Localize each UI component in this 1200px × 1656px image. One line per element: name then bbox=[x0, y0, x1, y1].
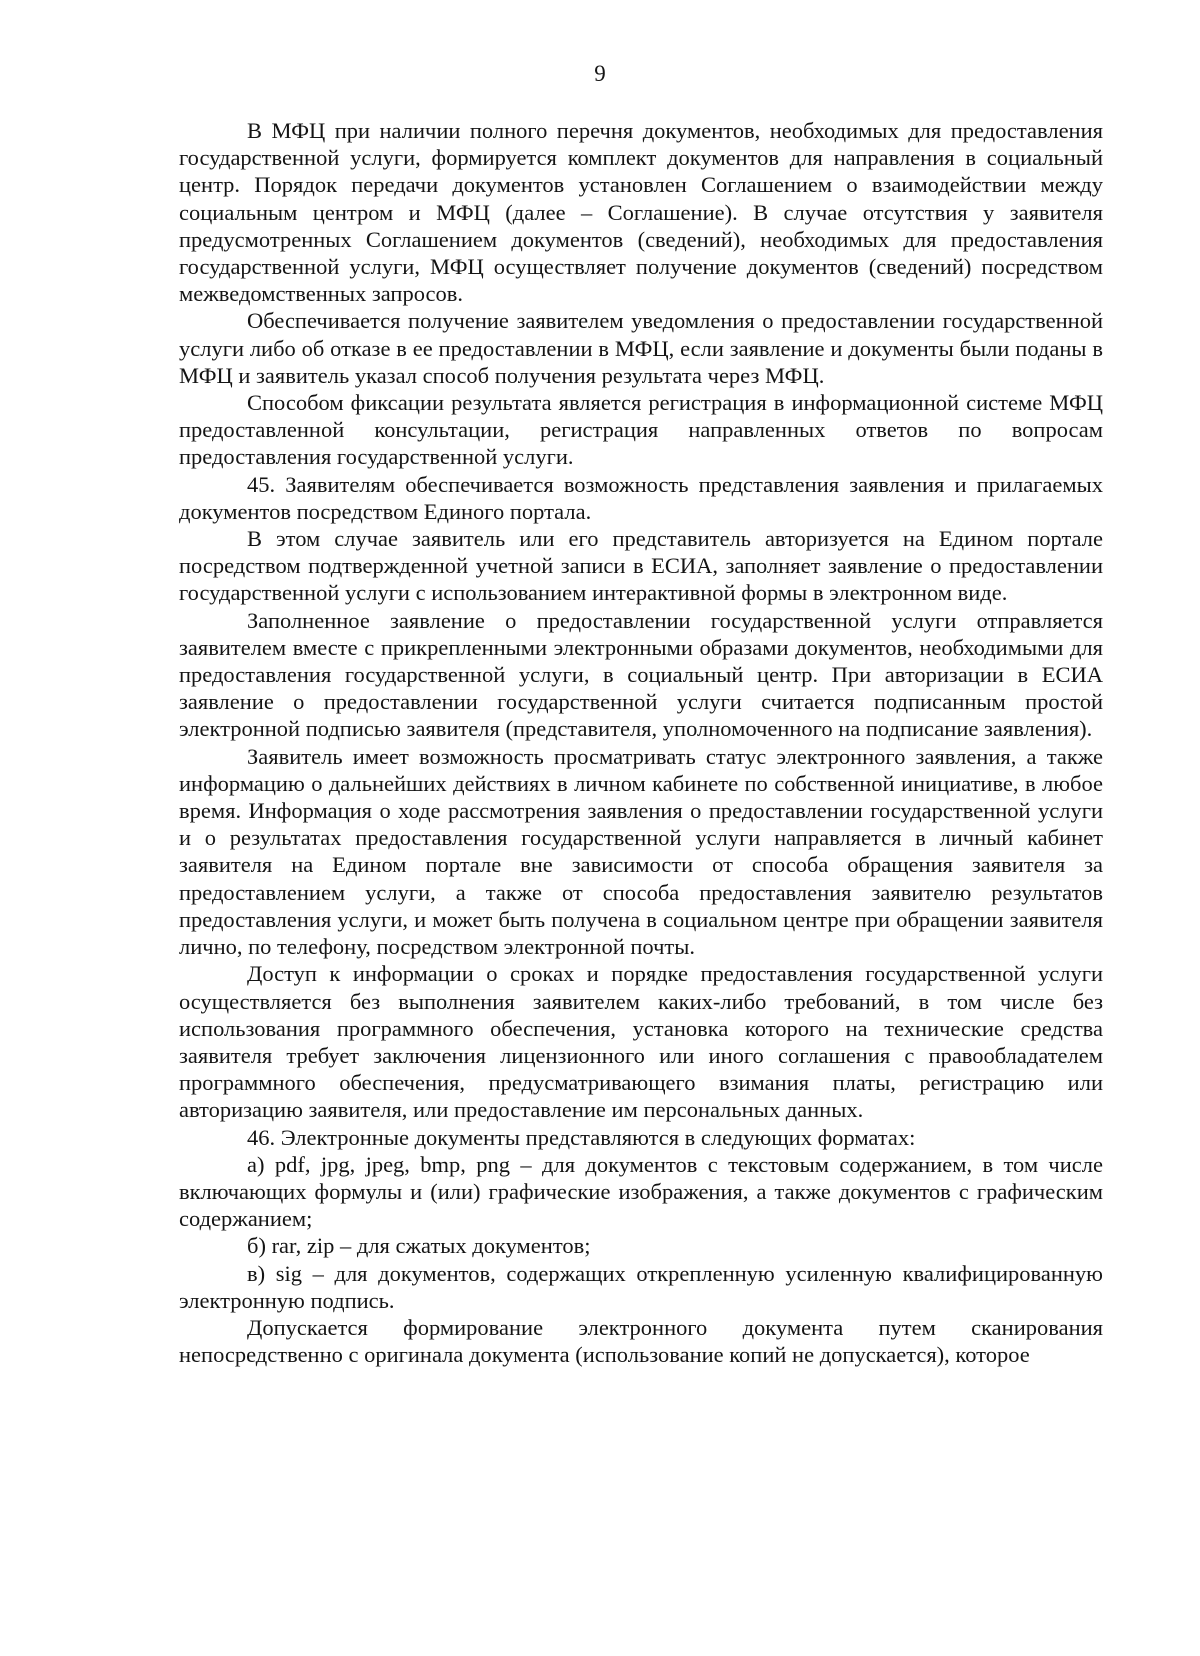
paragraph-45-portal: 45. Заявителям обеспечивается возможность представления заявления и прилагаемых документов посредством Единого портала. bbox=[179, 471, 1103, 524]
list-item-a-formats: а) pdf, jpg, jpeg, bmp, png – для документов с текстовым содержанием, в том числе включающих формулы и (или) графические изображения, а также документов с графическим содержанием; bbox=[179, 1151, 1103, 1232]
page-number: 9 bbox=[594, 61, 606, 86]
paragraph-scanning: Допускается формирование электронного документа путем сканирования непосредственно с оригинала документа (использование копий не допускается), которое bbox=[179, 1314, 1103, 1368]
paragraph-status-tracking: Заявитель имеет возможность просматривать статус электронного заявления, а также информацию о дальнейших действиях в личном кабинете по собственной инициативе, в любое время. Информация о ходе рассмотрения заявления о предоставлении государственной услуги и о результатах предоставления государственной услуги направляется в личный кабинет заявителя на Едином портале вне зависимости от способа обращения заявителя за предоставлением услуги, а также от способа предоставления заявителю результатов предоставления услуги, и может быть получена в социальном центре при обращении заявителя лично, по телефону, посредством электронной почты. bbox=[179, 743, 1103, 960]
list-item-v-formats: в) sig – для документов, содержащих открепленную усиленную квалифицированную электронную подпись. bbox=[179, 1260, 1103, 1313]
document-body bbox=[179, 117, 1103, 1368]
paragraph-notification: Обеспечивается получение заявителем уведомления о предоставлении государственной услуги либо об отказе в ее предоставлении в МФЦ, если заявление и документы были поданы в МФЦ и заявитель указал способ получения результата через МФЦ. bbox=[179, 308, 1103, 388]
paragraph-esia-authorization: В этом случае заявитель или его представитель авторизуется на Едином портале посредством подтвержденной учетной записи в ЕСИА, заполняет заявление о предоставлении государственной услуги с использованием интерактивной формы в электронном виде. bbox=[179, 526, 1103, 606]
list-item-b-formats: б) rar, zip – для сжатых документов; bbox=[247, 1233, 591, 1259]
paragraph-application-sending: Заполненное заявление о предоставлении государственной услуги отправляется заявителем вместе с прикрепленными электронными образами документов, необходимыми для предоставления государственной услуги, в социальный центр. При авторизации в ЕСИА заявление о предоставлении государственной услуги считается подписанным простой электронной подписью заявителя (представителя, уполномоченного на подписание заявления). bbox=[179, 607, 1103, 742]
paragraph-46-formats: 46. Электронные документы представляются в следующих форматах: bbox=[247, 1124, 916, 1150]
paragraph-result-recording: Способом фиксации результата является регистрация в информационной системе МФЦ предоставленной консультации, регистрация направленных ответов по вопросам предоставления государственной услуги. bbox=[179, 390, 1103, 470]
paragraph-mfc-documents: В МФЦ при наличии полного перечня документов, необходимых для предоставления государственной услуги, формируется комплект документов для направления в социальный центр. Порядок передачи документов установлен Соглашением о взаимодействии между социальным центром и МФЦ (далее – Соглашение). В случае отсутствия у заявителя предусмотренных Соглашением документов (сведений), необходимых для предоставления государственной услуги, МФЦ осуществляет получение документов (сведений) посредством межведомственных запросов. bbox=[179, 118, 1103, 307]
paragraph-information-access: Доступ к информации о сроках и порядке предоставления государственной услуги осуществляется без выполнения заявителем каких-либо требований, в том числе без использования программного обеспечения, установка которого на технические средства заявителя требует заключения лицензионного или иного соглашения с правообладателем программного обеспечения, предусматривающего взимания платы, регистрацию или авторизацию заявителя, или предоставление им персональных данных. bbox=[179, 961, 1103, 1123]
